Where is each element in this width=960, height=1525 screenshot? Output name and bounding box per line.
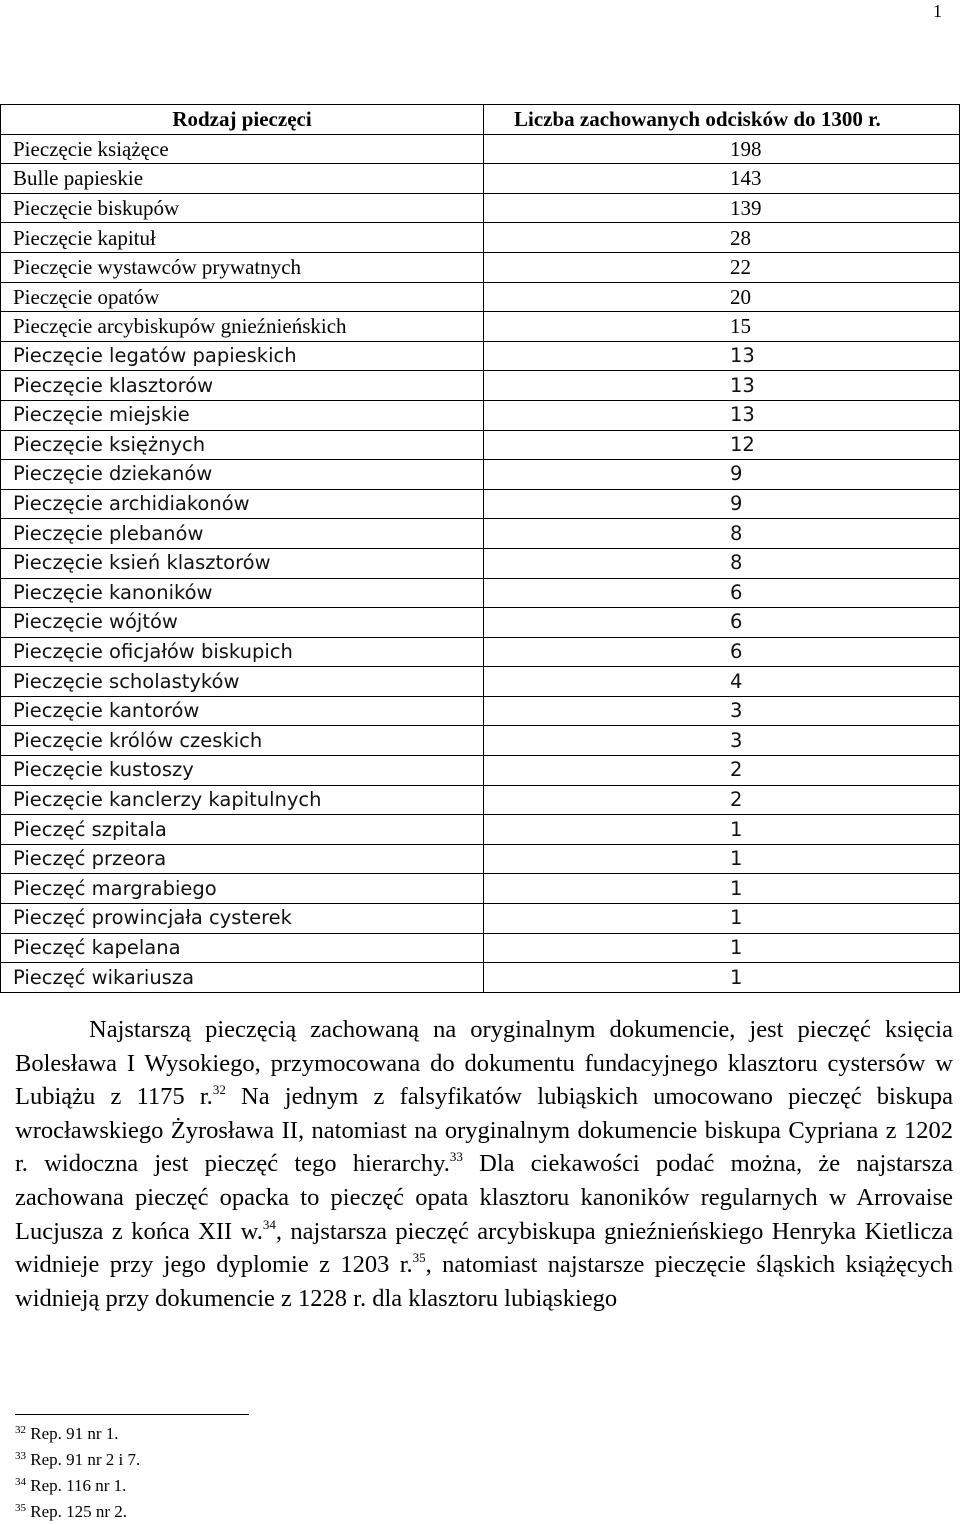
table-row <box>1 400 960 430</box>
table-row <box>1 430 960 460</box>
seal-type-cell: Pieczęcie scholastyków <box>1 667 484 697</box>
body-paragraph <box>15 1013 953 1315</box>
seal-type-cell: Pieczęcie dziekanów <box>1 460 484 490</box>
table-row <box>1 874 960 904</box>
seal-type-cell: Pieczęcie królów czeskich <box>1 726 484 756</box>
footnote-number: 34 <box>15 1476 26 1488</box>
footnote-number: 32 <box>15 1424 26 1436</box>
header-impression-count: Liczba zachowanych odcisków do 1300 r. <box>484 105 960 135</box>
table-row <box>1 963 960 993</box>
impression-count-cell: 1 <box>484 904 960 934</box>
footnotes <box>15 1421 140 1525</box>
table-row <box>1 608 960 638</box>
table-row <box>1 341 960 371</box>
table-row <box>1 223 960 253</box>
seal-type-cell: Pieczęcie oficjałów biskupich <box>1 637 484 667</box>
impression-count-cell: 8 <box>484 519 960 549</box>
table-row <box>1 193 960 223</box>
table-row <box>1 726 960 756</box>
impression-count-cell: 22 <box>484 252 960 282</box>
table-row <box>1 282 960 312</box>
seal-type-cell: Pieczęcie miejskie <box>1 400 484 430</box>
impression-count-cell: 2 <box>484 785 960 815</box>
seal-type-cell: Pieczęcie kanoników <box>1 578 484 608</box>
footnote-text: Rep. 91 nr 1. <box>30 1424 119 1443</box>
seal-type-cell: Pieczęć szpitala <box>1 815 484 845</box>
footnote-number: 33 <box>15 1450 26 1462</box>
footnote-ref-33: 33 <box>449 1149 463 1165</box>
footnote-text: Rep. 116 nr 1. <box>30 1476 127 1495</box>
table-row <box>1 519 960 549</box>
impression-count-cell: 3 <box>484 726 960 756</box>
seal-type-cell: Pieczęcie kanclerzy kapitulnych <box>1 785 484 815</box>
seal-type-cell: Pieczęć wikariusza <box>1 963 484 993</box>
table-row <box>1 548 960 578</box>
impression-count-cell: 4 <box>484 667 960 697</box>
seal-type-cell: Pieczęcie archidiakonów <box>1 489 484 519</box>
table-row <box>1 460 960 490</box>
paragraph-text-2: Na jednym z falsyfikatów lubiąskich umocowano pieczęć biskupa wrocławskiego Żyrosława II, natomiast na oryginalnym dokumencie biskupa Cypriana z 1202 r. widoczna jest pieczęć tego hierarchy. <box>15 1083 953 1178</box>
impression-count-cell: 1 <box>484 844 960 874</box>
seal-type-cell: Pieczęcie kustoszy <box>1 756 484 786</box>
seal-type-cell: Pieczęć przeora <box>1 844 484 874</box>
paragraph-text-4: , najstarsza pieczęć arcybiskupa gnieźnieńskiego Henryka Kietlicza widnieje przy jego dyplomie z 1203 r. <box>15 1217 953 1279</box>
seal-type-cell: Pieczęcie klasztorów <box>1 371 484 401</box>
seal-type-cell: Pieczęć margrabiego <box>1 874 484 904</box>
impression-count-cell: 143 <box>484 164 960 194</box>
footnote <box>15 1499 140 1525</box>
seal-type-cell: Pieczęć prowincjała cysterek <box>1 904 484 934</box>
seal-type-cell: Pieczęcie plebanów <box>1 519 484 549</box>
footnote-divider <box>15 1414 249 1415</box>
footnote-ref-32: 32 <box>212 1082 226 1098</box>
impression-count-cell: 1 <box>484 874 960 904</box>
impression-count-cell: 9 <box>484 460 960 490</box>
impression-count-cell: 15 <box>484 312 960 342</box>
impression-count-cell: 1 <box>484 815 960 845</box>
table-row <box>1 164 960 194</box>
seal-type-cell: Bulle papieskie <box>1 164 484 194</box>
paragraph-text-3: Dla ciekawości podać można, że najstarsza zachowana pieczęć opacka to pieczęć opata klasztoru kanoników regularnych w Arrovaise Lucjusza z końca XII w. <box>15 1150 953 1245</box>
seal-type-cell: Pieczęć kapelana <box>1 933 484 963</box>
table-row <box>1 815 960 845</box>
table-row <box>1 489 960 519</box>
impression-count-cell: 198 <box>484 134 960 164</box>
seal-count-table <box>0 104 960 993</box>
table-row <box>1 696 960 726</box>
seal-type-cell: Pieczęcie legatów papieskich <box>1 341 484 371</box>
impression-count-cell: 3 <box>484 696 960 726</box>
footnote-ref-34: 34 <box>262 1216 276 1232</box>
seal-type-cell: Pieczęcie biskupów <box>1 193 484 223</box>
impression-count-cell: 6 <box>484 637 960 667</box>
seal-type-cell: Pieczęcie książęce <box>1 134 484 164</box>
impression-count-cell: 6 <box>484 578 960 608</box>
footnote-text: Rep. 125 nr 2. <box>30 1502 128 1521</box>
impression-count-cell: 8 <box>484 548 960 578</box>
footnote <box>15 1447 140 1473</box>
table-row <box>1 371 960 401</box>
impression-count-cell: 1 <box>484 933 960 963</box>
header-seal-type: Rodzaj pieczęci <box>1 105 484 135</box>
footnote-text: Rep. 91 nr 2 i 7. <box>30 1450 141 1469</box>
impression-count-cell: 2 <box>484 756 960 786</box>
impression-count-cell: 12 <box>484 430 960 460</box>
footnote <box>15 1473 140 1499</box>
page-number: 1 <box>933 1 942 21</box>
seal-type-cell: Pieczęcie księżnych <box>1 430 484 460</box>
table-row <box>1 578 960 608</box>
seal-type-cell: Pieczęcie kantorów <box>1 696 484 726</box>
impression-count-cell: 13 <box>484 400 960 430</box>
table-row <box>1 637 960 667</box>
seal-type-cell: Pieczęcie wystawców prywatnych <box>1 252 484 282</box>
impression-count-cell: 1 <box>484 963 960 993</box>
table-row <box>1 904 960 934</box>
paragraph-text-1: Najstarszą pieczęcią zachowaną na oryginalnym dokumencie, jest pieczęć księcia Bolesława I Wysokiego, przymocowana do dokumentu fundacyjnego klasztoru cystersów w Lubiążu z 1175 r. <box>15 1016 953 1111</box>
impression-count-cell: 139 <box>484 193 960 223</box>
impression-count-cell: 13 <box>484 371 960 401</box>
table-row <box>1 134 960 164</box>
seal-type-cell: Pieczęcie opatów <box>1 282 484 312</box>
table-header-row <box>1 105 960 135</box>
seal-type-cell: Pieczęcie wójtów <box>1 608 484 638</box>
seal-type-cell: Pieczęcie ksień klasztorów <box>1 548 484 578</box>
impression-count-cell: 6 <box>484 608 960 638</box>
table-row <box>1 933 960 963</box>
impression-count-cell: 20 <box>484 282 960 312</box>
table-row <box>1 252 960 282</box>
table-row <box>1 667 960 697</box>
table-row <box>1 785 960 815</box>
paragraph-text-5: , natomiast najstarsze pieczęcie śląskich książęcych widnieją przy dokumencie z 1228 r. dla klasztoru lubiąskiego <box>15 1251 953 1312</box>
footnote <box>15 1421 140 1447</box>
seal-type-cell: Pieczęcie kapituł <box>1 223 484 253</box>
footnote-number: 35 <box>15 1502 26 1514</box>
table-row <box>1 756 960 786</box>
impression-count-cell: 28 <box>484 223 960 253</box>
impression-count-cell: 9 <box>484 489 960 519</box>
footnote-ref-35: 35 <box>412 1250 426 1266</box>
seal-type-cell: Pieczęcie arcybiskupów gnieźnieńskich <box>1 312 484 342</box>
table-row <box>1 844 960 874</box>
impression-count-cell: 13 <box>484 341 960 371</box>
table-row <box>1 312 960 342</box>
